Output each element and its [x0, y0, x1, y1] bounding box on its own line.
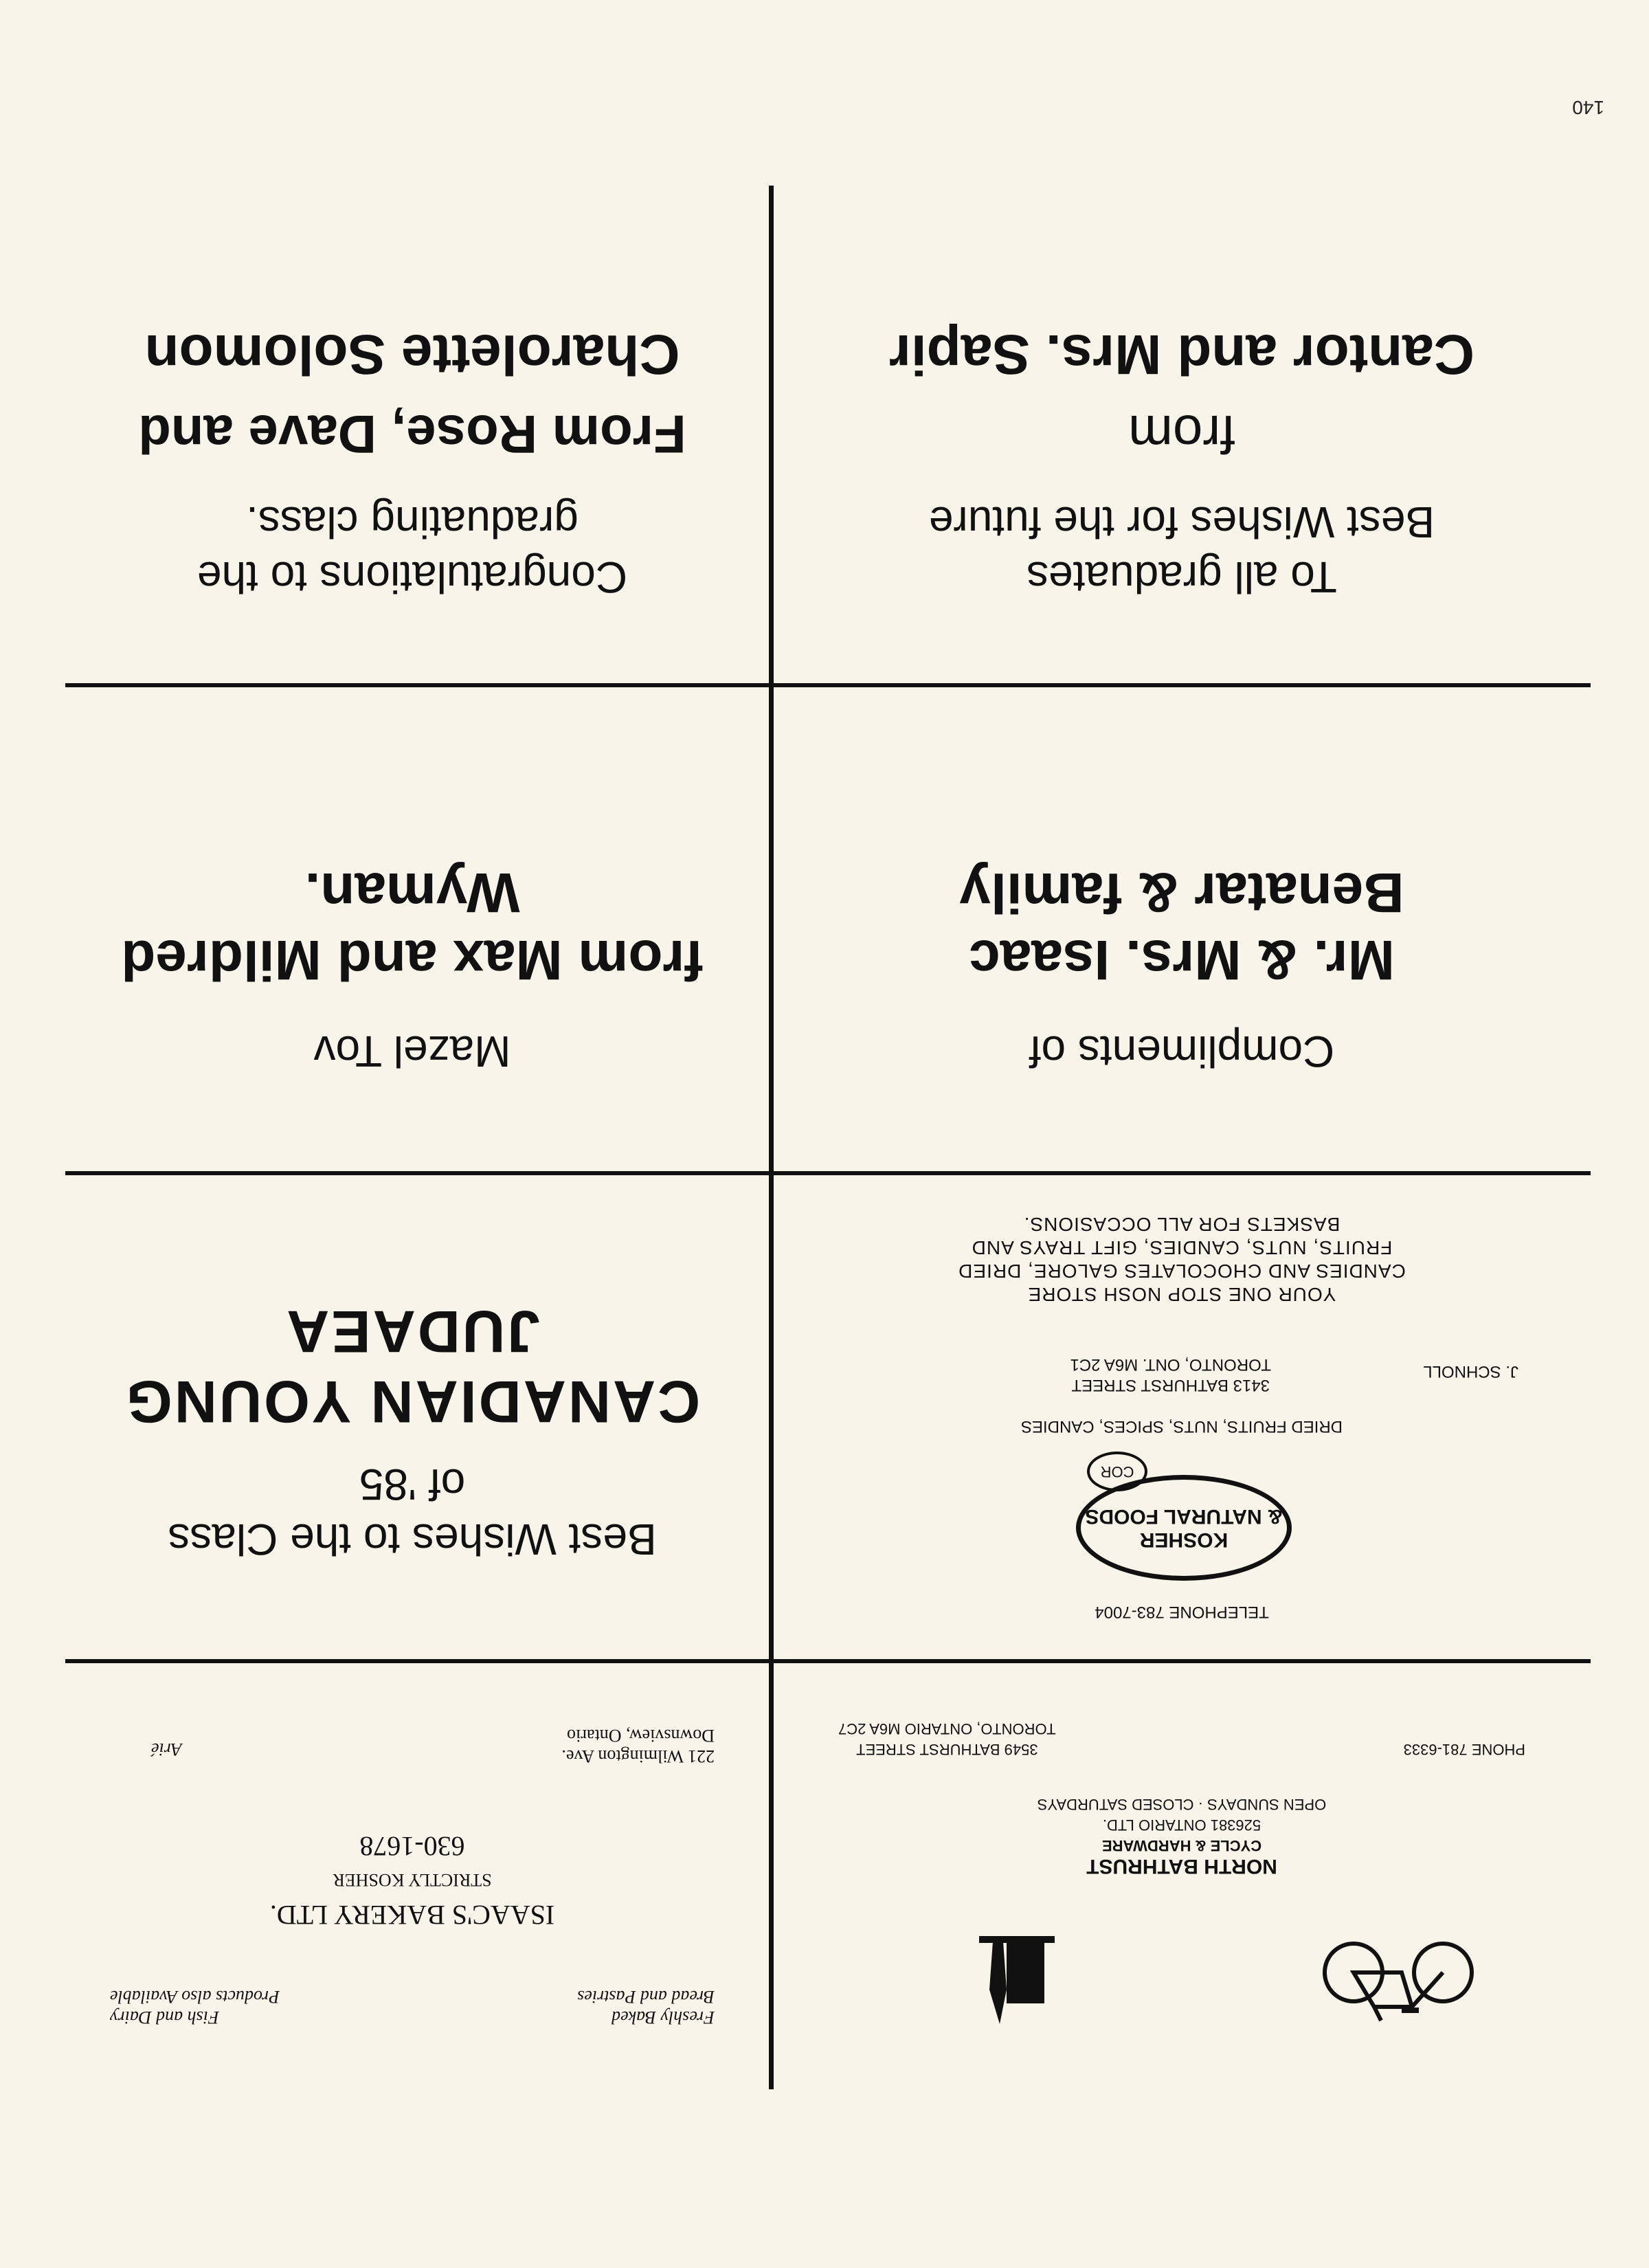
solomon-line4: Charolette Solomon [144, 323, 680, 386]
young-judaea-ad [69, 1210, 756, 1567]
benatar-ad [783, 722, 1580, 1079]
sapir-line1: To all graduates [1027, 553, 1337, 602]
wyman-ad [69, 722, 756, 1079]
page-number: 140 [1572, 97, 1604, 118]
bakery-left2: Bread and Pastries [577, 1987, 715, 2007]
sapir-line2: Best Wishes for the future [928, 498, 1435, 547]
store-phone: PHONE 781-6333 [1403, 1741, 1525, 1758]
bakery-right2: Products also Available [110, 1987, 280, 2007]
solomon-line1: Congratulations to the [197, 553, 628, 602]
sapir-line3: from [1128, 404, 1235, 465]
store-company: 526381 ONTARIO LTD. [1102, 1816, 1261, 1834]
benatar-line3: Benatar & family [959, 861, 1404, 924]
kn-logo [1076, 1475, 1292, 1581]
benatar-line2: Mr. & Mrs. Isaac [969, 929, 1395, 991]
benatar-line1: Compliments of [1029, 1027, 1335, 1076]
kn-desc3: FRUITS, NUTS, CANDIES, GIFT TRAYS AND [971, 1237, 1393, 1258]
bakery-signature: Arié [151, 1739, 182, 1759]
store-name: NORTH BATHRUST [1086, 1855, 1277, 1878]
kn-desc1: YOUR ONE STOP NOSH STORE [1027, 1284, 1336, 1305]
store-hours: OPEN SUNDAYS · CLOSED SATURDAYS [1037, 1796, 1327, 1813]
bakery-phone: 630-1678 [359, 1831, 465, 1862]
store-address1: 3549 BATHURST STREET [856, 1741, 1038, 1758]
yj-line4: JUDAEA [284, 1298, 540, 1364]
divider-3 [65, 683, 1591, 687]
solomon-line3: From Rose, Dave and [138, 404, 686, 465]
bakery-address1: 221 Wilmington Ave. [561, 1746, 715, 1766]
kn-products: DRIED FRUITS, NUTS, SPICES, CANDIES [1020, 1417, 1343, 1436]
kn-owner: J. SCHNOLL [1423, 1362, 1518, 1381]
bakery-kosher: STRICTLY KOSHER [333, 1870, 492, 1890]
solomon-line2: graduating class. [246, 498, 579, 547]
kn-desc4: BASKETS FOR ALL OCCASIONS. [1023, 1214, 1340, 1235]
bakery-left1: Freshly Baked [612, 2008, 715, 2027]
kn-desc2: CANDIES AND CHOCOLATES GALORE, DRIED [958, 1260, 1406, 1282]
north-bathrust-ad [783, 1677, 1580, 2048]
yj-line2: of '85 [359, 1460, 466, 1509]
store-tagline: CYCLE & HARDWARE [1101, 1837, 1262, 1854]
bakery-name: ISAAC'S BAKERY LTD. [269, 1900, 555, 1931]
bakery-right1: Fish and Dairy [110, 2008, 219, 2027]
kn-address2: TORONTO, ONT. M6A 2C1 [1070, 1355, 1271, 1374]
wyman-line3: Wyman. [304, 861, 520, 924]
divider-2 [65, 1171, 1591, 1175]
store-address2: TORONTO, ONTARIO M6A 2C7 [838, 1720, 1056, 1737]
kosher-natural-ad [783, 1182, 1580, 1649]
sapir-line4: Cantor and Mrs. Sapir [888, 323, 1475, 386]
bakery-address2: Downsview, Ontario [567, 1726, 715, 1746]
yj-line1: Best Wishes to the Class [168, 1515, 657, 1564]
kn-telephone: TELEPHONE 783-7004 [1095, 1603, 1269, 1621]
vertical-divider [769, 186, 774, 2089]
kn-logo-line2: & NATURAL FOODS [1085, 1505, 1283, 1528]
cor-badge: COR [1087, 1452, 1147, 1491]
isaacs-bakery-ad [69, 1677, 756, 2048]
wyman-line2: from Max and Mildred [121, 929, 704, 991]
wyman-line1: Mazel Tov [313, 1027, 511, 1076]
hardware-icon [976, 1921, 1058, 2031]
divider-1 [65, 1659, 1591, 1663]
solomon-ad [69, 220, 756, 605]
kn-logo-line1: KOSHER [1139, 1528, 1229, 1551]
kn-address1: 3413 BATHURST STREET [1071, 1376, 1270, 1394]
sapir-ad [783, 220, 1580, 605]
yj-line3: CANADIAN YOUNG [124, 1368, 701, 1434]
bicycle-icon [1319, 1924, 1477, 2027]
